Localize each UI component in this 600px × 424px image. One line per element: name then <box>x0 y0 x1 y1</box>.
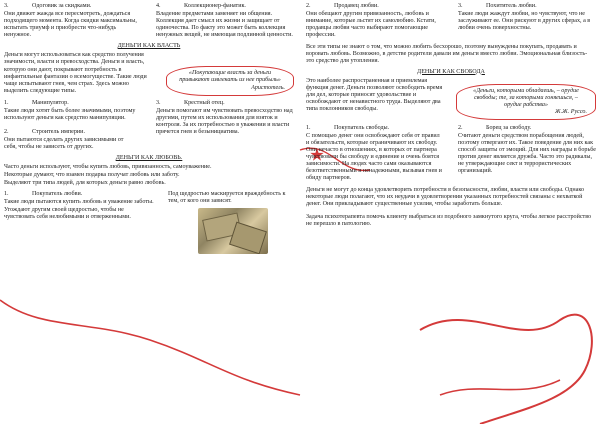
item-text: Они обещают другим привязанность, любовь и внимание, которые льстят их самолюбию. Кстати, продавцы любви часто выбирают помогающие профессии. <box>306 11 436 39</box>
quote-text: «Деньги, которыми обладаешь, – орудие свободы; те, за которыми гоняешься, – орудие рабства» <box>473 87 579 108</box>
item-title: Манипулятор. <box>32 99 69 106</box>
love-summary: Все эти типы не знают о том, что можно любить бесхорошо, поэтому вынуждены покупать, продавать и воровать любовь. Возможно, в детстве родители давали им деньги вместо любви. Эмоциональная близость- это средство для утопления. <box>306 44 588 65</box>
item-title: Похититель любви. <box>486 3 537 9</box>
item-number: 2. <box>4 128 9 135</box>
item-number: 4. <box>156 3 161 9</box>
item-text: Считают деньги средством порабощения людей, поэтому отвергают их. Такое поведение для них как способ защиты от эмоций. Для них награды в борьбе против денег является дружба. Часто это радикалы, не утверждающие сект и террористических организаций. <box>458 132 596 175</box>
item-text: Они пытаются сделать других зависимыми от себя, чтобы не зависеть от других. <box>4 137 124 151</box>
heading-money-as-love: ДЕНЬГИ КАК ЛЮБОВЬ. <box>115 155 183 162</box>
item-title: Строитель империи. <box>32 128 85 135</box>
item-text: Владение предметами заменяет ни общения. Коллекция дает смысл их жизни и защищает от одиночества. По факту это может быть коллекция ненужных вещей, не имеющая подлинной ценности. <box>156 11 293 39</box>
power-intro: Деньги могут использоваться как средство получения значимости, власти и превосходства. Деньги и власть, которую они дают, покрывают потребность в инфантильные фантазии о всемогуществе. Такие люди чаще испытывают гнев, чем страх. Здесь можно выделить следующие типы. <box>4 52 147 94</box>
item-number: 2. <box>306 3 311 9</box>
type-freedom-buyer <box>306 125 444 184</box>
quote-rousseau <box>456 84 596 120</box>
right-column <box>306 0 596 424</box>
item-title: Покупатель свободы. <box>334 124 390 131</box>
quote-text: «Покупающие власть за деньги привыкают извлекать из нее прибыль» <box>179 70 281 84</box>
item-text: Такие люди жаждут любви, но чувствуют, что не заслуживают ее. Они рискуют в других сферах, а в любви очень поверхностны. <box>458 11 591 32</box>
love-intro-1: Часто деньги используют, чтобы купить любовь, привязанность, самоуважение. <box>4 164 212 171</box>
type-freedom-fighter <box>458 125 596 184</box>
type-discount-hunter <box>4 3 142 40</box>
item-text: С помощью денег они освобождают себя от правил и обязательств, которые ограничивают их свободу. Они нечасто в отношениях, в которых от партнера чувствовали бы свободу и единение и очень боятся зависимости. На людях часто сами оказываются безответственными и ненадежными, вызывая гнев и обиду партнеров. <box>306 132 442 182</box>
quote-aristotle <box>166 66 294 95</box>
money-photo <box>198 208 268 254</box>
item-number: 3. <box>4 3 9 9</box>
quote-author: Аристотель. <box>251 84 285 91</box>
item-title: Борец за свободу. <box>486 124 532 131</box>
money-caption: Под щедростью маскируется враждебность к тем, от кого они зависят. <box>168 191 286 205</box>
item-number: 3. <box>156 99 161 106</box>
type-collector <box>156 3 294 40</box>
type-manipulator <box>4 100 136 152</box>
love-intro-3: Выделяют три типа людей, для которых деньги равно любовь. <box>4 180 166 187</box>
item-number: 1. <box>4 191 9 198</box>
item-title: Продавец любви. <box>334 3 379 9</box>
type-godfather <box>156 100 294 152</box>
type-love-seller <box>306 3 444 40</box>
love-intro-2: Некоторые думают, что взамен подарка получат любовь или заботу. <box>4 172 180 179</box>
closing-therapist: Задача психотерапевта помочь клиенту выбраться из подобного замкнутого круга, чтобы легкое расстройство не перешло в патологию. <box>306 213 592 227</box>
item-text: Такие люди хотят быть более значимыми, поэтому используют деньги как средство манипуляции. <box>4 107 136 121</box>
heading-money-as-freedom: ДЕНЬГИ КАК СВОБОДА <box>417 68 485 75</box>
item-title: Покупатель любви. <box>32 191 83 198</box>
item-text: Деньги помогают им чувствовать превосходство над другими, путем их использования для взяток и контроля. За их потребностью в уважении и власти прячется гнев и безынициатива. <box>156 107 293 135</box>
item-number: 3. <box>458 3 463 9</box>
heading-money-as-power: ДЕНЬГИ КАК ВЛАСТЬ <box>117 43 181 50</box>
quote-author: Ж.Ж. Руссо. <box>555 108 587 115</box>
item-title: Коллекционер-фанатик. <box>184 3 246 9</box>
left-column <box>4 0 294 424</box>
freedom-intro: Это наиболее распространенная и приемлемая функция денег. Деньги позволяют освободить время для дел, которые приносят удовольствие и освобождают от ненавистного труда. Выделяют два типа поклонников свободы. <box>306 77 443 112</box>
item-number: 1. <box>306 124 311 131</box>
item-number: 1. <box>4 99 9 106</box>
item-text: Такие люди пытаются купить любовь и уважение заботы. Угождают другим своей щедростью, чтобы не чувствовать себя нелюбимыми и отверженными. <box>4 199 154 220</box>
type-love-thief <box>458 3 596 40</box>
type-love-buyer <box>4 191 154 253</box>
closing-paragraph: Деньги не могут до конца удовлетворить потребности в безопасности, любви, власти или свободы. Однако некоторые люди полагают, что их неудачи в удовлетворении указанных потребностей связаны с нехваткой денег. Они прикладывают существенные усилия, чтобы заработать больше. <box>306 187 585 208</box>
item-title: Крестный отец. <box>184 99 225 106</box>
item-title: Одоговик за скидками. <box>32 3 92 9</box>
item-number: 2. <box>458 124 463 131</box>
item-text: Они движет жажда все пересмотреть, дождаться подходящего момента. Когда скидки максимальны, испытать триумф и приобрести что-нибудь ненужное. <box>4 11 137 39</box>
